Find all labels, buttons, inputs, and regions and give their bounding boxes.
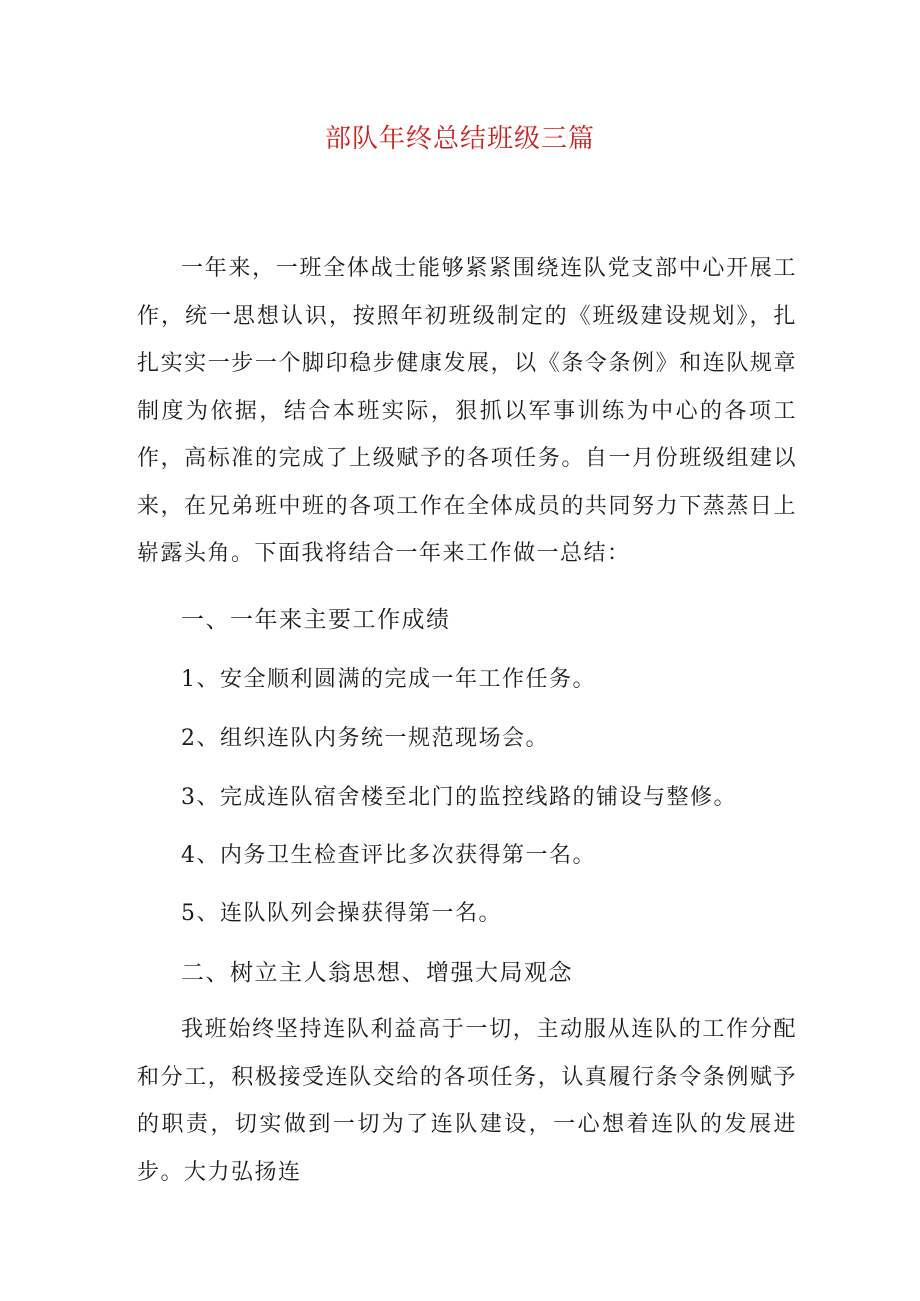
section-heading-ownership: 二、树立主人翁思想、增强大局观念 (181, 960, 573, 986)
document-title: 部队年终总结班级三篇 (324, 124, 595, 154)
achievement-item: 3、完成连队宿舍楼至北门的监控线路的铺设与整修。 (181, 785, 737, 810)
achievement-item: 5、连队队列会操获得第一名。 (181, 901, 502, 926)
achievement-item: 2、组织连队内务统一规范现场会。 (181, 726, 549, 751)
section2-paragraph: 我班始终坚持连队利益高于一切，主动服从连队的工作分配和分工，积极接受连队交给的各项任务，认真履行条令条例赋予的职责，切实做到一切为了连队建设，一心想着连队的发展进步。大力弘扬连 (137, 1017, 797, 1185)
section-heading-achievements: 一、一年来主要工作成绩 (181, 607, 451, 633)
intro-paragraph: 一年来，一班全体战士能够紧紧围绕连队党支部中心开展工作，统一思想认识，按照年初班级制定的《班级建设规划》，扎扎实实一步一个脚印稳步健康发展，以《条令条例》和连队规章制度为依据，结合本班实际，狠抓以军事训练为中心的各项工作，高标准的完成了上级赋予的各项任务。自一月份班级组建以来，在兄弟班中班的各项工作在全体成员的共同努力下蒸蒸日上崭露头角。下面我将结合一年来工作做一总结： (137, 256, 797, 566)
achievement-item: 4、内务卫生检查评比多次获得第一名。 (181, 843, 596, 868)
achievement-item: 1、安全顺利圆满的完成一年工作任务。 (181, 667, 596, 692)
